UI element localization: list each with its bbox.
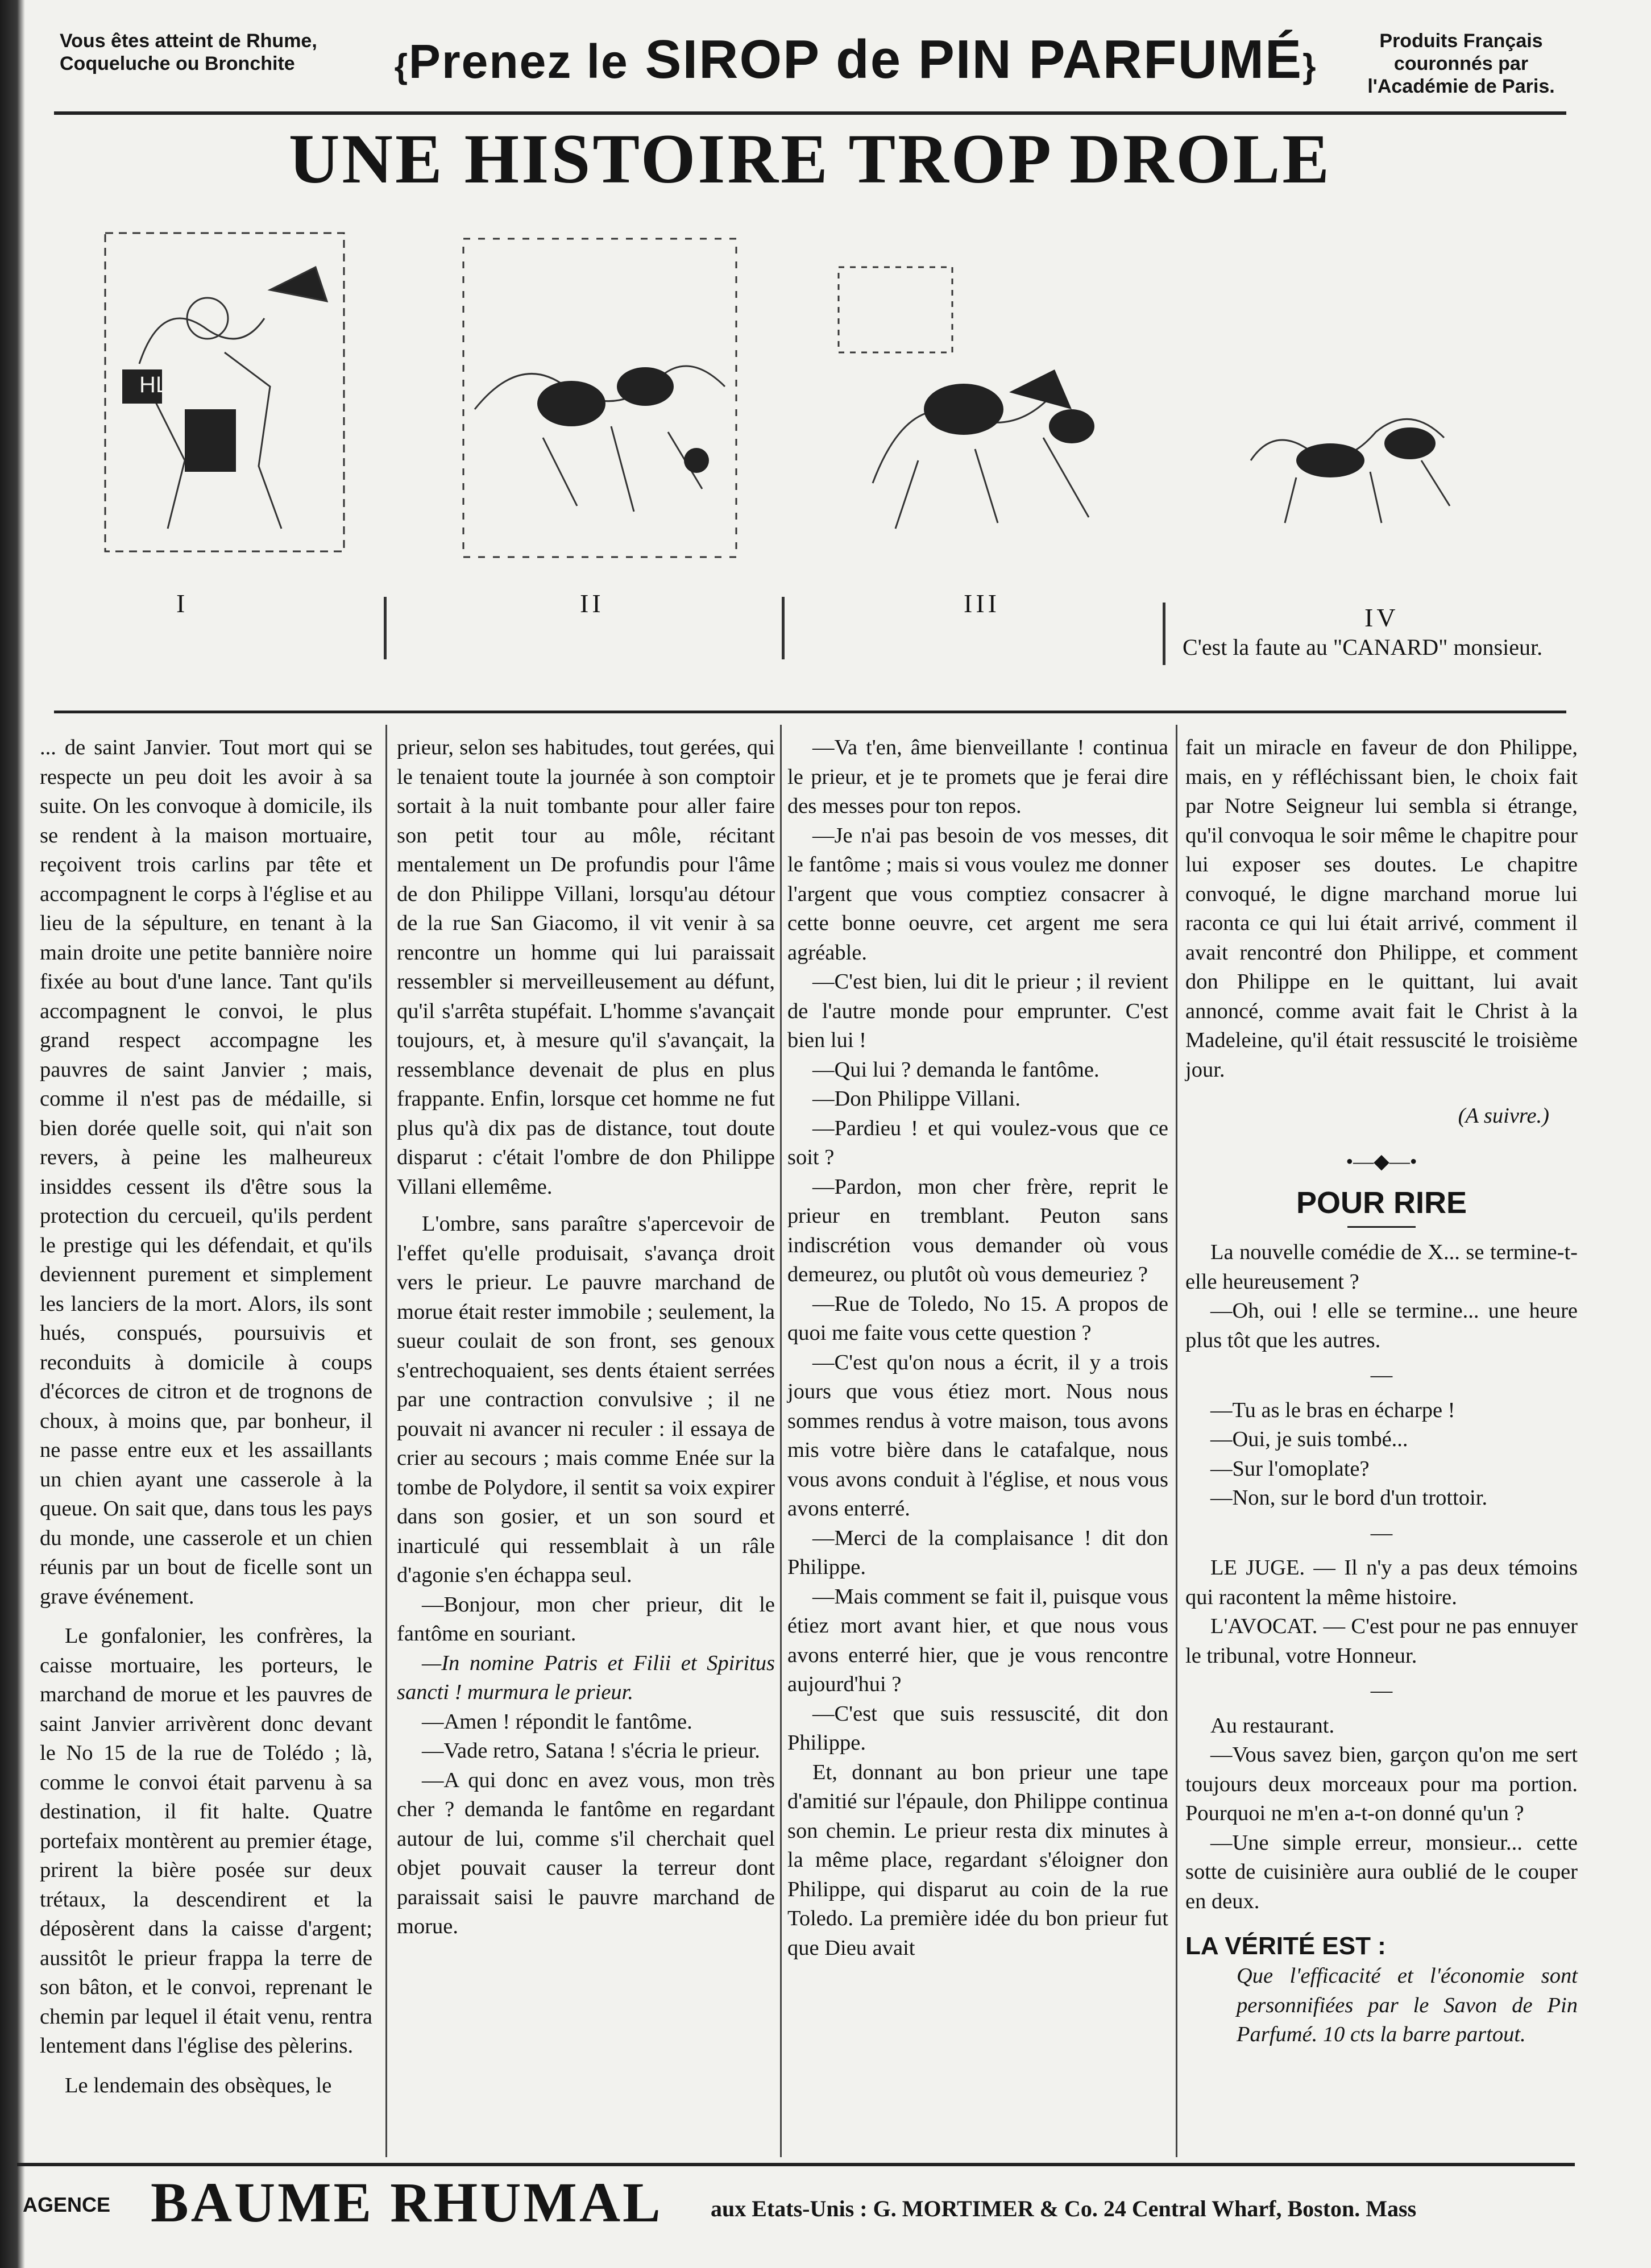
paragraph: Le lendemain des obsèques, le [65, 2073, 332, 2097]
paragraph: —Pardon, mon cher frère, reprit le prieur en tremblant. Peuton sans indiscrétion vous demander où vous demeurez, ou plutôt où vous demeuriez ? [787, 1174, 1168, 1286]
panel-divider [384, 597, 387, 659]
strip-divider [54, 711, 1566, 713]
joke-line: L'AVOCAT. — C'est pour ne pas ennuyer le tribunal, votre Honneur. [1185, 1614, 1578, 1668]
ad-slogan-prefix: Prenez le [408, 35, 629, 88]
to-be-continued: (A suivre.) [1458, 1104, 1549, 1128]
panel-caption: C'est la faute au "CANARD" monsieur. [1183, 634, 1543, 660]
joke-line: La nouvelle comédie de X... se termine-t-elle heureusement ? [1185, 1240, 1578, 1294]
panel-number-1: I [176, 589, 189, 618]
comic-strip [54, 222, 1566, 632]
joke-line: LE JUGE. — Il n'y a pas deux témoins qui racontent la même histoire. [1185, 1556, 1578, 1609]
joke-line: —Une simple erreur, monsieur... cette sotte de cuisinière aura oublié de le couper en deux. [1185, 1830, 1578, 1913]
article-column-4 [1185, 733, 1578, 2050]
panel-divider [1163, 603, 1165, 665]
top-advertisement [54, 17, 1566, 114]
column-divider [385, 725, 387, 2157]
paragraph: ... de saint Janvier. Tout mort qui se respecte un peu doit les avoir à sa suite. On les convoque à domicile, ils se rendent à la maison mortuaire, reçoivent trois carlins par tête et accompagnent le corps à l'église et au lieu de la sépulture, en tenant à la main droite une petite bannière noire fixée au bout d'une lance. Tant qu'ils accompagnent le convoi, le plus grand respect accompagne les pauvres de saint Janvier ; mais, comme il n'est pas de médaille, si bien dorée quelle soit, qui n'ait son revers, à peine les malheureux insiddes cessent ils d'être sous la protection du cercueil, qu'ils perdent le prestige qui les défendait, et qu'ils deviennent purement et simplement les lanciers de la mort. Alors, ils sont hués, conspués, poursuivis et reconduits à domicile à coups d'écorces de citron et de trognons de choux, à moins que, par bonheur, il ne passe entre eux et les assaillants un chien ayant une casserole à la queue. On sait que, dans tous les pays du monde, une casserole et un chien réunis par un bout de ficelle sont un grave événement. [40, 736, 372, 1609]
svg-text:HL: HL [139, 372, 169, 397]
comic-illustration-4 [1183, 222, 1524, 574]
banner-divider [54, 111, 1566, 115]
panel-number-3: III [964, 589, 1000, 618]
footer-distributor: aux Etats-Unis : G. MORTIMER & Co. 24 Central Wharf, Boston. Mass [711, 2196, 1417, 2221]
joke-line: —Vous savez bien, garçon qu'on me sert toujours deux morceaux pour ma portion. Pourquoi ne m'en a-t-on donné qu'un ? [1185, 1743, 1578, 1825]
paragraph: —C'est qu'on nous a écrit, il y a trois jours que vous étiez mort. Nous nous sommes rendus à votre maison, tous avons mis votre bière dans le catafalque, nous vous avons conduit à l'église, et nous vous avons enterré. [787, 1350, 1168, 1521]
column-divider [780, 725, 782, 2157]
footer-agence: AGENCE [23, 2193, 111, 2216]
paragraph: —Pardieu ! et qui voulez-vous que ce soit ? [787, 1116, 1168, 1169]
paragraph: —A qui donc en avez vous, mon très cher ? demanda le fantôme en regardant autour de lui, comme s'il cherchait quel objet pouvait causer la terreur dont paraissait saisi le pauvre marchand de morue. [397, 1768, 775, 1938]
paragraph: —Vade retro, Satana ! s'écria le prieur. [422, 1739, 760, 1763]
article-column-1 [40, 733, 372, 2100]
scan-edge-shadow [0, 0, 25, 2268]
footer-product: BAUME RHUMAL [151, 2171, 663, 2234]
paragraph: —Mais comment se fait il, puisque vous étiez mort avant hier, et que nous vous avons enterré hier, que je vous rencontre aujourd'hui ? [787, 1584, 1168, 1696]
short-divider [1347, 1226, 1416, 1228]
paragraph: —Bonjour, mon cher prieur, dit le fantôme en souriant. [397, 1592, 775, 1646]
paragraph: prieur, selon ses habitudes, tout gerées, qui le tenaient toute la journée à son comptoir sortait à la nuit tombante pour aller faire son petit tour au môle, récitant mentalement un De profundis pour l'âme de don Philippe Villani, lorsqu'au détour de la rue San Giacomo, il vit venir à sa rencontre un homme qui lui paraissait ressembler si merveilleusement au défunt, qu'il s'arrêta stupéfait. L'homme s'avançait toujours, et, à mesure qu'il s'avançait, la ressemblance devenait de plus en plus frappante. Enfin, lorsque cet homme ne fut plus qu'à dix pas de distance, tout doute disparut : c'était l'ombre de don Philippe Villani ellemême. [397, 736, 775, 1199]
advert-title-verite: LA VÉRITÉ EST : [1185, 1932, 1386, 1960]
comic-panel-1 [54, 222, 395, 574]
paragraph: —In nomine Patris et Filii et Spiritus sancti ! murmura le prieur. [397, 1651, 775, 1704]
paragraph: Et, donnant au bon prieur une tape d'amitié sur l'épaule, don Philippe continua son chemin. Le prieur resta dix minutes à la même place, regardant s'éloigner don Philippe, qui disparut au coin de la rue Toledo. La première idée du bon prieur fut que Dieu avait [787, 1760, 1168, 1960]
paragraph: L'ombre, sans paraître s'apercevoir de l'effet qu'elle produisait, s'avança droit vers le prieur. Le pauvre marchand de morue était rester immobile ; seulement, la sueur coulait de son front, ses genoux s'entrechoquaient, ses dents étaient serrées par une contraction convulsive ; il ne pouvait ni avancer ni reculer : il essaya de crier au secours ; mais comme Enée sur la tombe de Polydore, il sentit sa voix expirer dans son gosier, et un son sourd et inarticulé qui ressemblait à un râle d'agonie s'en échappa seul. [397, 1212, 775, 1587]
joke-separator: — [1370, 1363, 1393, 1387]
comic-illustration-1 [54, 222, 395, 574]
footer-advertisement [17, 2171, 1598, 2234]
column-divider [1176, 725, 1177, 2157]
paragraph: fait un miracle en faveur de don Philippe, mais, en y réfléchissant bien, le choix fait par Notre Seigneur lui sembla si étrange, qu'il convoqua le soir même le chapitre pour lui exposer ses doutes. Le chapitre convoqué, le digne marchand morue lui raconta ce qui lui était arrivé, comment il avait rencontré don Philippe, et comment don Philippe en le quittant, lui avait annoncé, comme avait fait le Christ à la Madeleine, qu'il était ressuscité le troisième jour. [1185, 736, 1578, 1082]
panel-number-2: II [580, 589, 604, 618]
footer-divider [17, 2163, 1575, 2166]
paragraph: —Merci de la complaisance ! dit don Philippe. [787, 1526, 1168, 1579]
panel-divider [782, 597, 785, 659]
joke-line: —Sur l'omoplate? [1210, 1456, 1370, 1481]
joke-separator: — [1370, 1679, 1393, 1702]
comic-panel-4 [1183, 222, 1524, 574]
comic-panel-2 [429, 222, 770, 574]
ad-left-text: Vous êtes atteint de Rhume, Coqueluche ou Bronchite [60, 30, 317, 74]
joke-line: —Oh, oui ! elle se termine... une heure plus tôt que les autres. [1185, 1299, 1578, 1352]
ad-right-text: Produits Français couronnés par l'Académie de Paris. [1367, 30, 1555, 97]
joke-line: Au restaurant. [1210, 1713, 1335, 1738]
joke-line: —Oui, je suis tombé... [1210, 1427, 1408, 1451]
paragraph: —C'est que suis ressuscité, dit don Philippe. [787, 1701, 1168, 1755]
paragraph: —Rue de Toledo, No 15. A propos de quoi me faite vous cette question ? [787, 1291, 1168, 1345]
section-title-pour-rire: POUR RIRE [1296, 1186, 1467, 1220]
joke-line: —Tu as le bras en écharpe ! [1210, 1398, 1455, 1422]
ad-main-slogan: {Prenez le SIROP de PIN PARFUMÉ} [394, 29, 1317, 90]
paragraph: —Je n'ai pas besoin de vos messes, dit le fantôme ; mais si vous voulez me donner l'argent que vous comptiez consacrer à cette bonne oeuvre, cet argent me sera agréable. [787, 823, 1168, 965]
paragraph: —Qui lui ? demanda le fantôme. [812, 1057, 1100, 1082]
paragraph: —Amen ! répondit le fantôme. [422, 1709, 692, 1734]
page-title: UNE HISTOIRE TROP DROLE [288, 120, 1332, 198]
ornament-divider: •—◆—• [1346, 1149, 1417, 1173]
comic-illustration-3 [804, 222, 1146, 574]
paragraph: —Don Philippe Villani. [812, 1087, 1021, 1111]
comic-illustration-2 [429, 222, 770, 574]
article-column-3 [787, 733, 1168, 1963]
paragraph: —C'est bien, lui dit le prieur ; il revient de l'autre monde pour emprunter. C'est bien lui ! [787, 970, 1168, 1052]
advert-body-verite: Que l'efficacité et l'économie sont personnifiées par le Savon de Pin Parfumé. 10 cts la barre partout. [1237, 1964, 1578, 2046]
panel-number-4: IV [1364, 603, 1399, 632]
comic-panel-3 [804, 222, 1146, 574]
article-column-2 [397, 733, 775, 1942]
joke-line: —Non, sur le bord d'un trottoir. [1210, 1486, 1488, 1510]
paragraph: Le gonfalonier, les confrères, la caisse mortuaire, les porteurs, le marchand de morue et les pauvres de saint Janvier arrivèrent donc devant le No 15 de la rue de Tolédo ; là, comme le convoi était parvenu à sa destination, il fit halte. Quatre portefaix montèrent au premier étage, prirent la bière posée sur deux trétaux, la descendirent et la déposèrent dans la caisse d'argent; aussitôt le prieur frappa la terre de son bâton, et le convoi, reprenant le chemin par lequel il était venu, rentra lentement dans l'église des pèlerins. [40, 1624, 372, 2058]
ad-slogan-product: SIROP de PIN PARFUMÉ [645, 29, 1303, 90]
joke-separator: — [1370, 1521, 1393, 1545]
paragraph: —Va t'en, âme bienveillante ! continua le prieur, et je te promets que je ferai dire des messes pour ton repos. [787, 736, 1168, 818]
